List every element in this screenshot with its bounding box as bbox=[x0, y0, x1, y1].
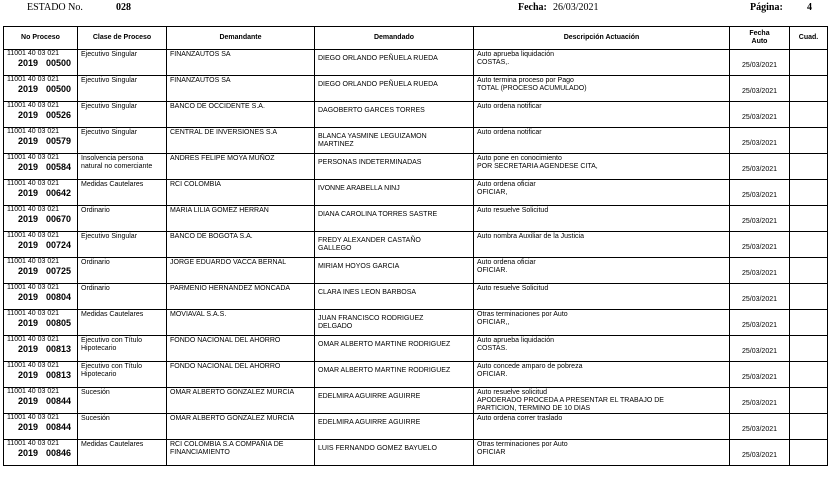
cell-demandado bbox=[315, 232, 474, 258]
descripcion-text: Auto concede amparo de pobreza OFICIAR. bbox=[477, 363, 583, 378]
proceso-code: 11001 40 03 021 bbox=[7, 336, 60, 343]
proceso-code: 11001 40 03 021 bbox=[7, 180, 60, 187]
proceso-code: 11001 40 03 021 bbox=[7, 414, 60, 421]
proceso-code: 11001 40 03 021 bbox=[7, 154, 60, 161]
descripcion-text: Auto aprueba liquidación COSTAS. bbox=[477, 337, 555, 352]
cell-clase bbox=[78, 310, 167, 336]
clase-text: Ordinario bbox=[81, 207, 110, 214]
cell-descripcion bbox=[474, 310, 730, 336]
descripcion-text: Auto resuelve Solicitud bbox=[477, 207, 549, 214]
fecha-text: 25/03/2021 bbox=[741, 348, 778, 355]
cell-fecha bbox=[730, 440, 790, 466]
descripcion-text: Auto ordena oficiar OFICIAR. bbox=[477, 259, 536, 274]
proceso-number: 00579 bbox=[46, 136, 72, 146]
proceso-number: 00724 bbox=[46, 240, 72, 250]
cell-fecha bbox=[730, 414, 790, 440]
table-row bbox=[4, 154, 828, 180]
descripcion-text: Auto pone en conocimiento POR SECRETARIA AGENDESE CITA, bbox=[477, 155, 598, 170]
table-body bbox=[4, 50, 828, 466]
descripcion-text: Otras terminaciones por Auto OFICIAR bbox=[477, 441, 568, 456]
proceso-code: 11001 40 03 021 bbox=[7, 310, 60, 317]
cell-demandado bbox=[315, 362, 474, 388]
cell-demandado bbox=[315, 336, 474, 362]
demandante-text: BANCO DE BOGOTA S.A. bbox=[170, 233, 253, 240]
proceso-number: 00670 bbox=[46, 214, 72, 224]
cell-no-proceso bbox=[4, 388, 78, 414]
clase-text: Medidas Cautelares bbox=[81, 311, 144, 318]
table-row bbox=[4, 336, 828, 362]
demandado-text: MIRIAM HOYOS GARCIA bbox=[318, 263, 400, 270]
demandante-text: OMAR ALBERTO GONZALEZ MURCIA bbox=[170, 415, 295, 422]
cell-no-proceso bbox=[4, 258, 78, 284]
table-row bbox=[4, 206, 828, 232]
demandante-text: BANCO DE OCCIDENTE S.A. bbox=[170, 103, 265, 110]
cell-clase bbox=[78, 258, 167, 284]
cell-descripcion bbox=[474, 76, 730, 102]
cell-descripcion bbox=[474, 258, 730, 284]
cell-cuad bbox=[790, 102, 828, 128]
descripcion-text: Auto ordena notificar bbox=[477, 103, 542, 110]
descripcion-text: Auto nombra Auxiliar de la Justicia bbox=[477, 233, 584, 240]
proceso-code: 11001 40 03 021 bbox=[7, 362, 60, 369]
proceso-year: 2019 bbox=[18, 344, 39, 354]
estado-number: 028 bbox=[116, 2, 131, 13]
fecha-text: 25/03/2021 bbox=[741, 140, 778, 147]
demandante-text: ANDRES FELIPE MOYA MUÑOZ bbox=[170, 155, 275, 162]
descripcion-text: Auto ordena oficiar OFICIAR, bbox=[477, 181, 536, 196]
cell-demandado bbox=[315, 76, 474, 102]
descripcion-text: Auto resuelve solicitud APODERADO PROCEDA A PRESENTAR EL TRABAJO DE PARTICION, TERMINO DE 10 DIAS bbox=[477, 389, 664, 412]
cell-no-proceso bbox=[4, 440, 78, 466]
col-fecha-line2: Auto bbox=[751, 38, 768, 45]
cell-cuad bbox=[790, 440, 828, 466]
table-row bbox=[4, 50, 828, 76]
demandado-text: BLANCA YASMINE LEGUIZAMON MARTINEZ bbox=[318, 133, 427, 148]
proceso-code: 11001 40 03 021 bbox=[7, 76, 60, 83]
cell-demandante bbox=[167, 180, 315, 206]
proceso-year: 2019 bbox=[18, 58, 39, 68]
cell-cuad bbox=[790, 284, 828, 310]
cell-fecha bbox=[730, 154, 790, 180]
demandado-text: EDELMIRA AGUIRRE AGUIRRE bbox=[318, 419, 421, 426]
proceso-code: 11001 40 03 021 bbox=[7, 284, 60, 291]
estado-label: ESTADO No. bbox=[27, 2, 83, 13]
proceso-code: 11001 40 03 021 bbox=[7, 388, 60, 395]
cell-clase bbox=[78, 50, 167, 76]
cell-demandante bbox=[167, 440, 315, 466]
cell-clase bbox=[78, 362, 167, 388]
fecha-text: 25/03/2021 bbox=[741, 400, 778, 407]
cell-fecha bbox=[730, 180, 790, 206]
fecha-text: 25/03/2021 bbox=[741, 62, 778, 69]
cell-demandante bbox=[167, 76, 315, 102]
table-row bbox=[4, 440, 828, 466]
cell-descripcion bbox=[474, 388, 730, 414]
demandante-text: PARMENIO HERNANDEZ MONCADA bbox=[170, 285, 291, 292]
demandante-text: RCI COLOMBIA S.A COMPAÑIA DE FINANCIAMIENTO bbox=[170, 441, 284, 456]
proceso-year: 2019 bbox=[18, 292, 39, 302]
proceso-year: 2019 bbox=[18, 422, 39, 432]
cell-descripcion bbox=[474, 180, 730, 206]
cell-demandado bbox=[315, 388, 474, 414]
cell-demandado bbox=[315, 50, 474, 76]
cell-descripcion bbox=[474, 128, 730, 154]
cell-clase bbox=[78, 336, 167, 362]
demandado-text: FREDY ALEXANDER CASTAÑO GALLEGO bbox=[318, 237, 421, 252]
cell-cuad bbox=[790, 310, 828, 336]
clase-text: Ejecutivo con Título Hipotecario bbox=[81, 363, 142, 378]
cell-fecha bbox=[730, 336, 790, 362]
proceso-year: 2019 bbox=[18, 188, 39, 198]
cell-no-proceso bbox=[4, 154, 78, 180]
demandante-text: OMAR ALBERTO GONZALEZ MURCIA bbox=[170, 389, 295, 396]
cell-clase bbox=[78, 440, 167, 466]
fecha-text: 25/03/2021 bbox=[741, 244, 778, 251]
cell-demandado bbox=[315, 310, 474, 336]
cell-demandado bbox=[315, 258, 474, 284]
col-descripcion: Descripción Actuación bbox=[474, 27, 730, 50]
fecha-text: 25/03/2021 bbox=[741, 218, 778, 225]
col-fecha-line1: Fecha bbox=[749, 30, 770, 37]
table-row bbox=[4, 388, 828, 414]
demandado-text: OMAR ALBERTO MARTINE RODRIGUEZ bbox=[318, 367, 451, 374]
fecha-text: 25/03/2021 bbox=[741, 270, 778, 277]
descripcion-text: Auto ordena correr traslado bbox=[477, 415, 563, 422]
fecha-text: 25/03/2021 bbox=[741, 192, 778, 199]
fecha-text: 25/03/2021 bbox=[741, 114, 778, 121]
cell-clase bbox=[78, 388, 167, 414]
cell-demandado bbox=[315, 206, 474, 232]
fecha-text: 25/03/2021 bbox=[741, 166, 778, 173]
cell-clase bbox=[78, 414, 167, 440]
cell-demandado bbox=[315, 414, 474, 440]
demandado-text: DIEGO ORLANDO PEÑUELA RUEDA bbox=[318, 81, 438, 88]
cell-demandado bbox=[315, 180, 474, 206]
cell-fecha bbox=[730, 362, 790, 388]
proceso-year: 2019 bbox=[18, 84, 39, 94]
fecha-text: 25/03/2021 bbox=[741, 322, 778, 329]
descripcion-text: Auto resuelve Solicitud bbox=[477, 285, 549, 292]
cell-demandado bbox=[315, 154, 474, 180]
cell-descripcion bbox=[474, 102, 730, 128]
cell-fecha bbox=[730, 258, 790, 284]
demandado-text: DAGOBERTO GARCES TORRES bbox=[318, 107, 425, 114]
cell-fecha bbox=[730, 102, 790, 128]
proceso-number: 00813 bbox=[46, 370, 72, 380]
proceso-number: 00642 bbox=[46, 188, 72, 198]
clase-text: Sucesión bbox=[81, 415, 110, 422]
cell-no-proceso bbox=[4, 336, 78, 362]
proceso-code: 11001 40 03 021 bbox=[7, 128, 60, 135]
cell-demandante bbox=[167, 310, 315, 336]
cell-no-proceso bbox=[4, 76, 78, 102]
table-row bbox=[4, 362, 828, 388]
demandante-text: MOVIAVAL S.A.S. bbox=[170, 311, 227, 318]
clase-text: Ejecutivo Singular bbox=[81, 233, 138, 240]
col-cuad: Cuad. bbox=[790, 27, 828, 50]
proceso-number: 00813 bbox=[46, 344, 72, 354]
proceso-code: 11001 40 03 021 bbox=[7, 206, 60, 213]
cell-no-proceso bbox=[4, 362, 78, 388]
proceso-year: 2019 bbox=[18, 110, 39, 120]
cell-demandante bbox=[167, 388, 315, 414]
demandado-text: PERSONAS INDETERMINADAS bbox=[318, 159, 422, 166]
proceso-code: 11001 40 03 021 bbox=[7, 232, 60, 239]
demandado-text: JUAN FRANCISCO RODRIGUEZ DELGADO bbox=[318, 315, 424, 330]
cell-demandante bbox=[167, 50, 315, 76]
cell-demandante bbox=[167, 154, 315, 180]
proceso-year: 2019 bbox=[18, 240, 39, 250]
cell-descripcion bbox=[474, 414, 730, 440]
table-header-row bbox=[4, 27, 828, 50]
cell-cuad bbox=[790, 154, 828, 180]
table-row bbox=[4, 232, 828, 258]
proceso-year: 2019 bbox=[18, 162, 39, 172]
cell-descripcion bbox=[474, 232, 730, 258]
cell-descripcion bbox=[474, 154, 730, 180]
proceso-number: 00844 bbox=[46, 422, 72, 432]
proceso-number: 00804 bbox=[46, 292, 72, 302]
cell-no-proceso bbox=[4, 232, 78, 258]
cell-cuad bbox=[790, 388, 828, 414]
table-row bbox=[4, 414, 828, 440]
cell-descripcion bbox=[474, 284, 730, 310]
descripcion-text: Otras terminaciones por Auto OFICIAR,, bbox=[477, 311, 568, 326]
proceso-code: 11001 40 03 021 bbox=[7, 50, 60, 57]
table-row bbox=[4, 310, 828, 336]
cell-cuad bbox=[790, 232, 828, 258]
proceso-number: 00725 bbox=[46, 266, 72, 276]
cell-fecha bbox=[730, 310, 790, 336]
cell-demandante bbox=[167, 102, 315, 128]
col-clase-proceso: Clase de Proceso bbox=[78, 27, 167, 50]
cell-demandante bbox=[167, 258, 315, 284]
cell-cuad bbox=[790, 180, 828, 206]
demandante-text: FINANZAUTOS SA bbox=[170, 51, 231, 58]
demandado-text: EDELMIRA AGUIRRE AGUIRRE bbox=[318, 393, 421, 400]
demandado-text: DIANA CAROLINA TORRES SASTRE bbox=[318, 211, 438, 218]
cell-cuad bbox=[790, 50, 828, 76]
proceso-number: 00500 bbox=[46, 58, 72, 68]
cell-no-proceso bbox=[4, 128, 78, 154]
proceso-number: 00526 bbox=[46, 110, 72, 120]
cell-demandante bbox=[167, 336, 315, 362]
demandado-text: CLARA INES LEON BARBOSA bbox=[318, 289, 417, 296]
cell-demandante bbox=[167, 362, 315, 388]
cell-no-proceso bbox=[4, 50, 78, 76]
cell-fecha bbox=[730, 284, 790, 310]
col-demandante: Demandante bbox=[167, 27, 315, 50]
clase-text: Ejecutivo Singular bbox=[81, 129, 138, 136]
cell-cuad bbox=[790, 258, 828, 284]
col-no-proceso: No Proceso bbox=[4, 27, 78, 50]
clase-text: Ordinario bbox=[81, 259, 110, 266]
cell-no-proceso bbox=[4, 414, 78, 440]
proceso-number: 00805 bbox=[46, 318, 72, 328]
proceso-year: 2019 bbox=[18, 370, 39, 380]
proceso-year: 2019 bbox=[18, 318, 39, 328]
proceso-number: 00500 bbox=[46, 84, 72, 94]
clase-text: Sucesión bbox=[81, 389, 110, 396]
proceso-year: 2019 bbox=[18, 448, 39, 458]
cell-descripcion bbox=[474, 336, 730, 362]
cell-cuad bbox=[790, 76, 828, 102]
cell-no-proceso bbox=[4, 206, 78, 232]
table-row bbox=[4, 284, 828, 310]
proceso-number: 00584 bbox=[46, 162, 72, 172]
cell-clase bbox=[78, 206, 167, 232]
demandado-text: DIEGO ORLANDO PEÑUELA RUEDA bbox=[318, 55, 438, 62]
cell-fecha bbox=[730, 50, 790, 76]
cell-demandado bbox=[315, 440, 474, 466]
pagina-number: 4 bbox=[807, 2, 812, 13]
proceso-code: 11001 40 03 021 bbox=[7, 258, 60, 265]
proceso-code: 11001 40 03 021 bbox=[7, 102, 60, 109]
cell-demandante bbox=[167, 128, 315, 154]
cell-cuad bbox=[790, 128, 828, 154]
cell-clase bbox=[78, 128, 167, 154]
cell-no-proceso bbox=[4, 102, 78, 128]
cell-descripcion bbox=[474, 206, 730, 232]
fecha-text: 25/03/2021 bbox=[741, 426, 778, 433]
cell-demandante bbox=[167, 232, 315, 258]
demandante-text: FONDO NACIONAL DEL AHORRO bbox=[170, 363, 281, 370]
cell-clase bbox=[78, 180, 167, 206]
clase-text: Ejecutivo Singular bbox=[81, 103, 138, 110]
cell-fecha bbox=[730, 232, 790, 258]
proceso-number: 00844 bbox=[46, 396, 72, 406]
col-demandado: Demandado bbox=[315, 27, 474, 50]
clase-text: Ejecutivo con Título Hipotecario bbox=[81, 337, 142, 352]
cell-demandante bbox=[167, 414, 315, 440]
clase-text: Ejecutivo Singular bbox=[81, 77, 138, 84]
descripcion-text: Auto ordena notificar bbox=[477, 129, 542, 136]
col-fecha-auto bbox=[730, 27, 790, 50]
clase-text: Medidas Cautelares bbox=[81, 181, 144, 188]
demandado-text: OMAR ALBERTO MARTINE RODRIGUEZ bbox=[318, 341, 451, 348]
demandante-text: CENTRAL DE INVERSIONES S.A bbox=[170, 129, 278, 136]
cell-cuad bbox=[790, 414, 828, 440]
cell-descripcion bbox=[474, 440, 730, 466]
cell-cuad bbox=[790, 206, 828, 232]
clase-text: Insolvencia persona natural no comerciante bbox=[81, 155, 153, 170]
table-row bbox=[4, 180, 828, 206]
demandado-text: LUIS FERNANDO GOMEZ BAYUELO bbox=[318, 445, 437, 452]
cell-fecha bbox=[730, 388, 790, 414]
cell-no-proceso bbox=[4, 180, 78, 206]
cell-fecha bbox=[730, 76, 790, 102]
fecha-label: Fecha: bbox=[518, 2, 547, 13]
cell-clase bbox=[78, 76, 167, 102]
demandante-text: FINANZAUTOS SA bbox=[170, 77, 231, 84]
cell-descripcion bbox=[474, 362, 730, 388]
table-row bbox=[4, 128, 828, 154]
descripcion-text: Auto termina proceso por Pago TOTAL (PROCESO ACUMULADO) bbox=[477, 77, 587, 92]
demandante-text: JORGE EDUARDO VACCA BERNAL bbox=[170, 259, 287, 266]
proceso-number: 00846 bbox=[46, 448, 72, 458]
cell-cuad bbox=[790, 362, 828, 388]
descripcion-text: Auto aprueba liquidación COSTAS,. bbox=[477, 51, 555, 66]
table-row bbox=[4, 76, 828, 102]
fecha-text: 25/03/2021 bbox=[741, 374, 778, 381]
cell-clase bbox=[78, 284, 167, 310]
cell-clase bbox=[78, 154, 167, 180]
cell-no-proceso bbox=[4, 284, 78, 310]
cell-demandante bbox=[167, 284, 315, 310]
proceso-year: 2019 bbox=[18, 136, 39, 146]
demandante-text: RCI COLOMBIA bbox=[170, 181, 221, 188]
fecha-value: 26/03/2021 bbox=[553, 2, 599, 13]
proceso-code: 11001 40 03 021 bbox=[7, 440, 60, 447]
demandado-text: IVONNE ARABELLA NINJ bbox=[318, 185, 400, 192]
cell-demandado bbox=[315, 284, 474, 310]
cell-clase bbox=[78, 232, 167, 258]
proceso-year: 2019 bbox=[18, 266, 39, 276]
fecha-text: 25/03/2021 bbox=[741, 88, 778, 95]
clase-text: Ordinario bbox=[81, 285, 110, 292]
cell-clase bbox=[78, 102, 167, 128]
cell-fecha bbox=[730, 206, 790, 232]
cell-demandante bbox=[167, 206, 315, 232]
cell-demandado bbox=[315, 102, 474, 128]
demandante-text: FONDO NACIONAL DEL AHORRO bbox=[170, 337, 281, 344]
pagina-label: Página: bbox=[750, 2, 783, 13]
demandante-text: MARIA LILIA GOMEZ HERRAN bbox=[170, 207, 269, 214]
proceso-year: 2019 bbox=[18, 396, 39, 406]
fecha-text: 25/03/2021 bbox=[741, 296, 778, 303]
cell-descripcion bbox=[474, 50, 730, 76]
clase-text: Medidas Cautelares bbox=[81, 441, 144, 448]
cell-fecha bbox=[730, 128, 790, 154]
table-row bbox=[4, 258, 828, 284]
proceso-year: 2019 bbox=[18, 214, 39, 224]
fecha-text: 25/03/2021 bbox=[741, 452, 778, 459]
cell-no-proceso bbox=[4, 310, 78, 336]
estado-table bbox=[3, 26, 828, 466]
cell-cuad bbox=[790, 336, 828, 362]
clase-text: Ejecutivo Singular bbox=[81, 51, 138, 58]
cell-demandado bbox=[315, 128, 474, 154]
table-row bbox=[4, 102, 828, 128]
